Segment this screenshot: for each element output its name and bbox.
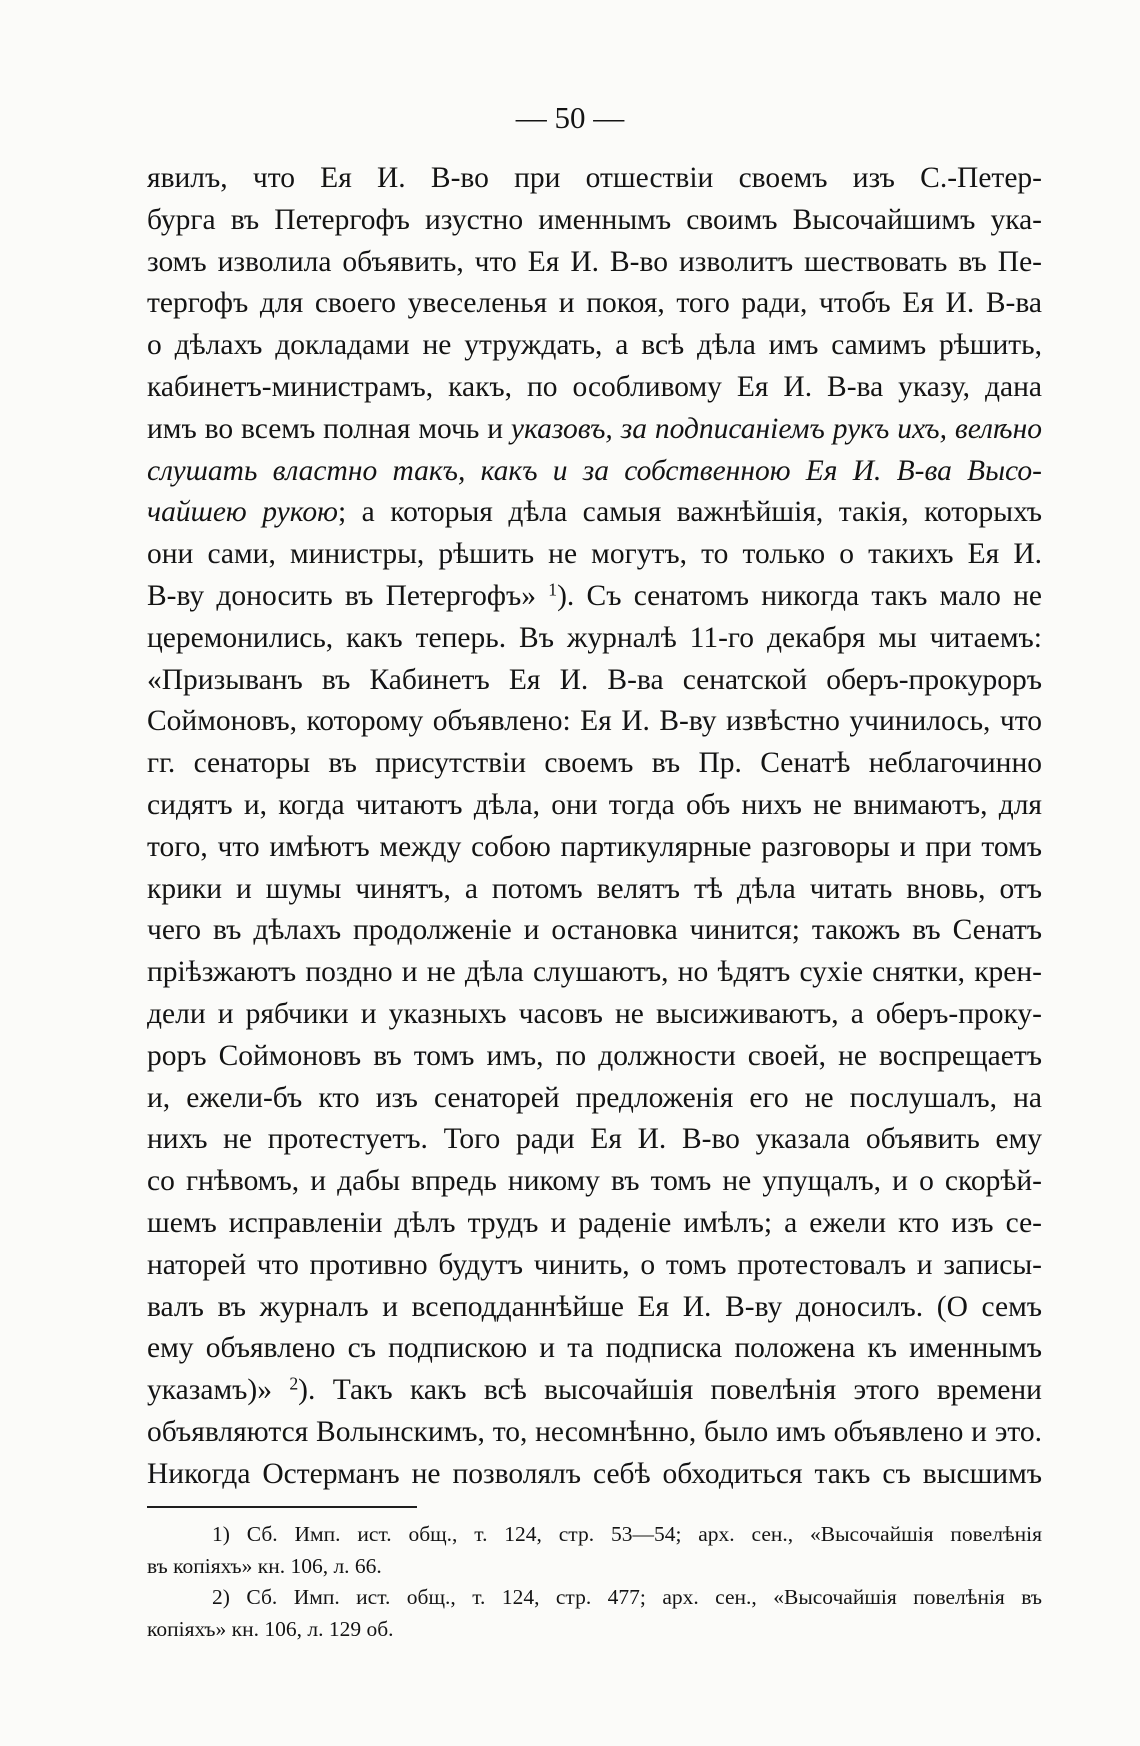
text-line	[147, 451, 1042, 493]
body-text	[147, 158, 1042, 1496]
text-line: кабинетъ-министрамъ, какъ, по особливому Ея И. В-ва указу, дана	[147, 370, 1042, 403]
italic-run: слушать властно такъ, какъ и за собственною Ея И. В-ва Высо-	[147, 454, 1042, 487]
text-line: и, ежели-бъ кто изъ сенаторей предложенія его не послушалъ, на	[147, 1081, 1042, 1114]
text-line: дели и рябчики и указныхъ часовъ не высиживаютъ, а оберъ-проку-	[147, 997, 1042, 1030]
text-line: бурга въ Петергофъ изустно именнымъ своимъ Высочайшимъ ука-	[147, 203, 1042, 236]
text-line: чего въ дѣлахъ продолженіе и остановка чинится; такожъ въ Сенатъ	[147, 914, 1042, 947]
text-line: явилъ, что Ея И. В-во при отшествіи своемъ изъ С.-Петер-	[147, 162, 1042, 194]
text-line: Соймоновъ, которому объявлено: Ея И. В-ву извѣстно учинилось, что	[147, 705, 1042, 738]
text-line: они сами, министры, рѣшить не могутъ, то только о такихъ Ея И.	[147, 538, 1042, 571]
footnote-ref[interactable]: 2	[289, 1373, 299, 1394]
text-line: объявляются Волынскимъ, то, несомнѣнно, было имъ объявлено и это.	[147, 1415, 1042, 1448]
footnote-line: копіяхъ» кн. 106, л. 129 об.	[147, 1616, 394, 1641]
page-number: — 50 —	[515, 100, 625, 135]
text-run: ). Такъ какъ всѣ высочайшія повелѣнія этого времени	[298, 1374, 1042, 1407]
footnote-line: въ копіяхъ» кн. 106, л. 66.	[147, 1553, 382, 1578]
footnotes	[147, 1519, 1042, 1645]
italic-run: указовъ, за подписаніемъ рукъ ихъ, велѣно	[510, 412, 1042, 445]
text-run: ). Съ сенатомъ никогда такъ мало не	[557, 579, 1042, 612]
text-line: «Призыванъ въ Кабинетъ Ея И. В-ва сенатской оберъ-прокуроръ	[147, 663, 1042, 696]
text-line	[147, 492, 1042, 534]
footnote-line: 1) Сб. Имп. ист. общ., т. 124, стр. 53—54; арх. сен., «Высочайшія повелѣнія	[212, 1522, 1042, 1546]
text-line: зомъ изволила объявить, что Ея И. В-во изволитъ шествовать въ Пе-	[147, 245, 1042, 278]
text-line: со гнѣвомъ, и дабы впредь никому въ томъ не упущалъ, и о скорѣй-	[147, 1165, 1042, 1198]
text-run: имъ во всемъ полная мочь и	[147, 412, 511, 445]
footnote-line: 2) Сб. Имп. ист. общ., т. 124, стр. 477; арх. сен., «Высочайшія повелѣнія въ	[212, 1585, 1042, 1609]
text-run: ; а которыя дѣла самыя важнѣйшія, такія, которыхъ	[337, 496, 1042, 529]
text-line	[147, 409, 1042, 451]
text-line: наторей что противно будутъ чинить, о томъ протестовалъ и записы-	[147, 1248, 1042, 1281]
text-line: шемъ исправленіи дѣлъ трудъ и раденіе имѣлъ; а ежели кто изъ се-	[147, 1206, 1042, 1239]
text-line: церемонились, какъ теперь. Въ журналѣ 11-го декабря мы читаемъ:	[147, 621, 1042, 654]
text-line: нихъ не протестуетъ. Того ради Ея И. В-во указала объявить ему	[147, 1123, 1042, 1156]
text-run: указамъ)»	[147, 1374, 290, 1407]
text-line: Никогда Остерманъ не позволялъ себѣ обходиться такъ съ высшимъ	[147, 1457, 1042, 1490]
text-line: роръ Соймоновъ въ томъ имъ, по должности своей, не воспрещаетъ	[147, 1039, 1042, 1072]
text-run: В-ву доносить въ Петергофъ»	[147, 579, 549, 612]
text-line: о дѣлахъ докладами не утруждать, а всѣ дѣла имъ самимъ рѣшить,	[147, 329, 1042, 362]
footnote-divider	[147, 1506, 417, 1508]
text-line: сидятъ и, когда читаютъ дѣла, они тогда объ нихъ не внимаютъ, для	[147, 788, 1042, 821]
text-line: валъ въ журналъ и всеподданнѣйше Ея И. В-ву доносилъ. (О семъ	[147, 1290, 1042, 1323]
text-line	[147, 576, 1042, 618]
text-line	[147, 1370, 1042, 1412]
text-line: тергофъ для своего увеселенья и покоя, того ради, чтобъ Ея И. В-ва	[147, 287, 1042, 320]
footnote-ref[interactable]: 1	[548, 579, 558, 600]
italic-run: чайшею рукою	[147, 496, 338, 529]
text-line: того, что имѣютъ между собою партикулярные разговоры и при томъ	[147, 830, 1042, 863]
text-line: ему объявлено съ подпискою и та подписка положена къ именнымъ	[147, 1332, 1042, 1365]
text-line: пріѣзжаютъ поздно и не дѣла слушаютъ, но ѣдятъ сухіе снятки, крен-	[147, 956, 1042, 989]
text-line: гг. сенаторы въ присутствіи своемъ въ Пр. Сенатѣ неблагочинно	[147, 747, 1042, 780]
text-line: крики и шумы чинятъ, а потомъ велятъ тѣ дѣла читать вновь, отъ	[147, 872, 1042, 905]
